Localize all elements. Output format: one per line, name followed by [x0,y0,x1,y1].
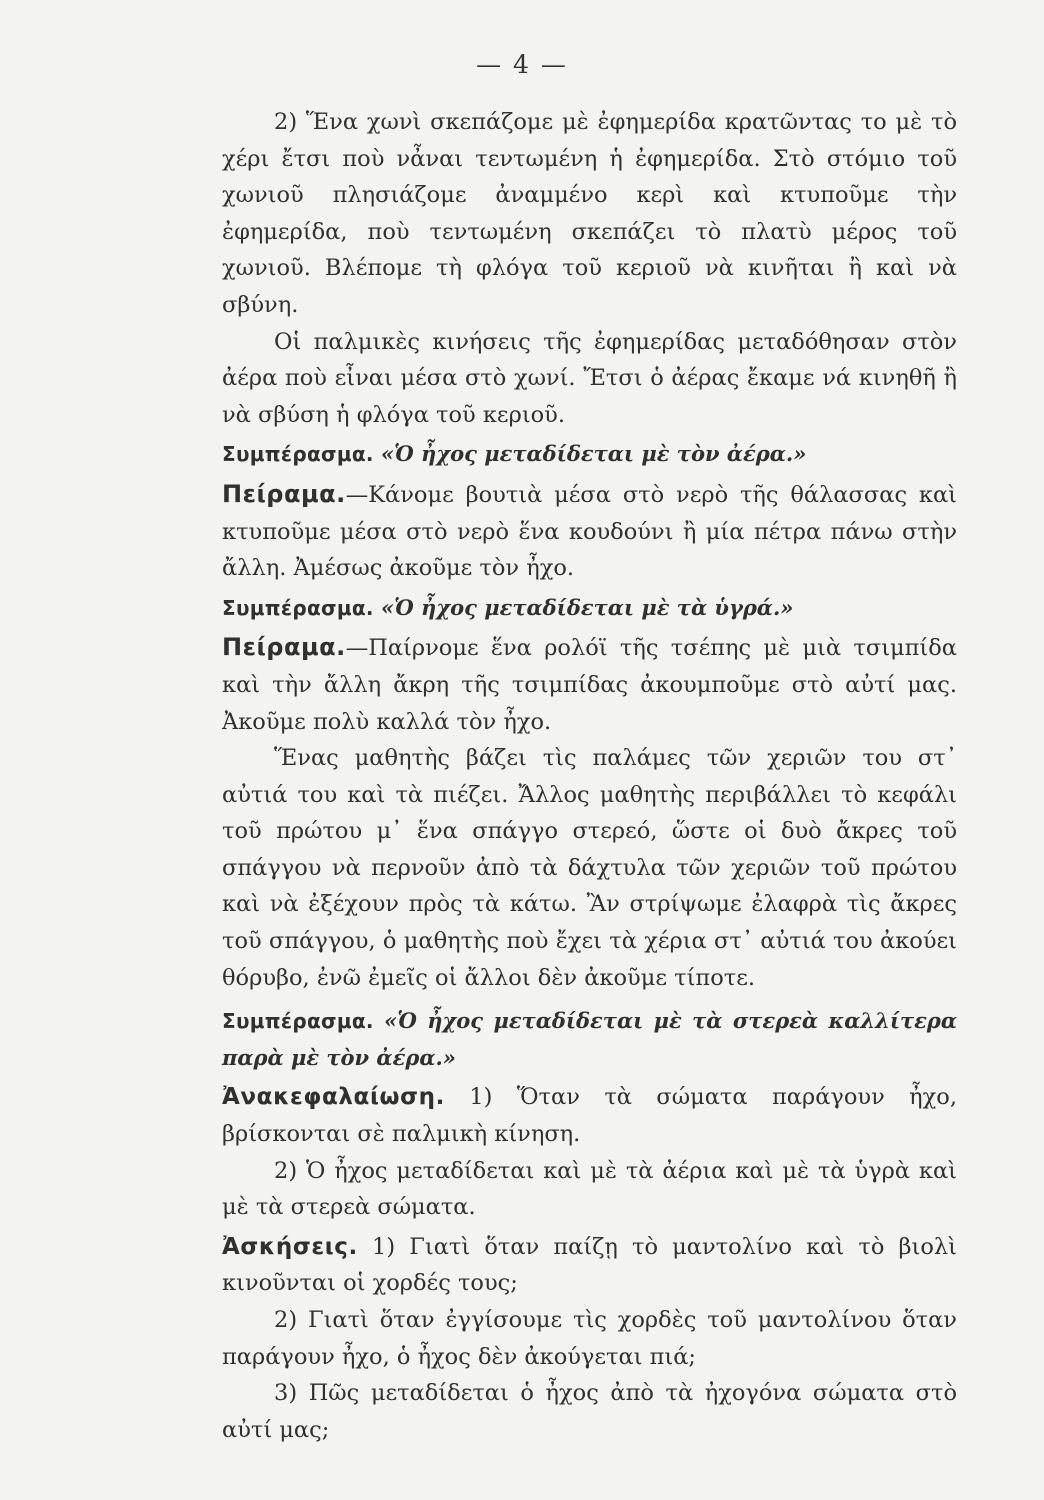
conclusion-label: Συμπέρασμα. [222,1009,374,1034]
conclusion-liquids [222,590,957,627]
exercises-heading: Ἀσκήσεις. [222,1233,358,1260]
exercise-text-1: 1) Γιατὶ ὅταν παίζῃ τὸ μαντολίνο καὶ τὸ βιολὶ κινοῦνται οἱ χορδές τους; [222,1233,957,1297]
paragraph-funnel-experiment: 2) Ἕνα χωνὶ σκεπάζομε μὲ ἐφημερίδα κρατῶντας το μὲ τὸ χέρι ἔτσι ποὺ νἆναι τεντωμένη ἡ ἐφημερίδα. Στὸ στόμιο τοῦ χωνιοῦ πλησιάζομε ἀναμμένο κερὶ καὶ κτυποῦμε τὴν ἐφημερίδα, ποὺ τεντωμένη σκεπάζει τὸ πλατὺ μέρος τοῦ χωνιοῦ. Βλέπομε τὴ φλόγα τοῦ κεριοῦ νὰ κινῆται ἢ καὶ νὰ σβύνη. [222,109,957,318]
conclusion-text: «Ὁ ἦχος μεταδίδεται μὲ τὰ στερεὰ καλλίτερα παρὰ μὲ τὸν ἀέρα.» [222,1008,958,1070]
paragraph-string-experiment: Ἕνας μαθητὴς βάζει τὶς παλάμες τῶν χεριῶν του στ᾽ αὐτιά του καὶ τὰ πιέζει. Ἄλλος μαθητὴς περιβάλλει τὸ κεφάλι τοῦ πρώτου μ᾽ ἕνα σπάγγο στερεό, ὥστε οἱ δυὸ ἄκρες τοῦ σπάγγου νὰ περνοῦν ἀπὸ τὰ δάχτυλα τῶν χεριῶν τοῦ πρώτου καὶ νὰ ἐξέχουν πρὸς τὰ κάτω. Ἂν στρίψωμε ἐλαφρὰ τὶς ἄκρες τοῦ σπάγγου, ὁ μαθητὴς ποὺ ἔχει τὰ χέρια στ᾽ αὐτιά του ἀκούει θόρυβο, ἐνῶ ἐμεῖς οἱ ἄλλοι δὲν ἀκοῦμε τίποτε. [222,745,957,991]
recap-item-1 [222,1079,957,1152]
page-body [222,104,957,1448]
recap-heading: Ἀνακεφαλαίωση. [222,1084,445,1111]
paragraph-explanation: Οἱ παλμικὲς κινήσεις τῆς ἐφημερίδας μεταδόθησαν στὸν ἀέρα ποὺ εἶναι μέσα στὸ χωνί. Ἔτσι ὁ ἀέρας ἔκαμε νά κινηθῆ ἢ νὰ σβύση ἡ φλόγα τοῦ κεριοῦ. [222,328,957,428]
exercise-item-3: 3) Πῶς μεταδίδεται ὁ ἦχος ἀπὸ τὰ ἠχογόνα σώματα στὸ αὐτί μας; [222,1380,957,1443]
conclusion-label: Συμπέρασμα. [222,595,374,620]
experiment-watch [222,629,957,740]
conclusion-solids [222,1003,957,1076]
experiment-text: —Παίρνομε ἕνα ρολόϊ τῆς τσέπης μὲ μιὰ τσιμπίδα καὶ τὴν ἄλλη ἄκρη τῆς τσιμπίδας ἀκουμποῦμε στὸ αὐτί μας. Ἀκοῦμε πολὺ καλλά τὸν ἦχο. [222,635,957,735]
conclusion-label: Συμπέρασμα. [222,442,374,467]
experiment-text: —Κάνομε βουτιὰ μέσα στὸ νερὸ τῆς θάλασσας καὶ κτυποῦμε μέσα στὸ νερὸ ἕνα κουδούνι ἢ μία πέτρα πάνω στὴν ἄλλη. Ἀμέσως ἀκοῦμε τὸν ἦχο. [222,481,957,582]
exercise-item-1 [222,1229,957,1302]
conclusion-text: «Ὁ ἦχος μεταδίδεται μὲ τὸν ἀέρα.» [380,441,807,467]
recap-item-2: 2) Ὁ ἦχος μεταδίδεται καὶ μὲ τὰ ἀέρια καὶ μὲ τὰ ὑγρὰ καὶ μὲ τὰ στερεὰ σώματα. [222,1157,957,1221]
conclusion-text: «Ὁ ἦχος μεταδίδεται μὲ τὰ ὑγρά.» [380,594,794,620]
page-number: — 4 — [476,50,568,79]
exercise-item-2: 2) Γιατὶ ὅταν ἐγγίσουμε τὶς χορδὲς τοῦ μαντολίνου ὅταν παράγουν ἦχο, ὁ ἦχος δὲν ἀκούγεται πιά; [222,1307,957,1370]
recap-text-1: 1) Ὅταν τὰ σώματα παράγουν ἦχο, βρίσκονται σὲ παλμικὴ κίνηση. [222,1084,957,1148]
conclusion-air [222,436,957,473]
experiment-water [222,476,957,587]
experiment-label: Πείραμα. [222,479,346,508]
experiment-label: Πείραμα. [222,633,346,662]
